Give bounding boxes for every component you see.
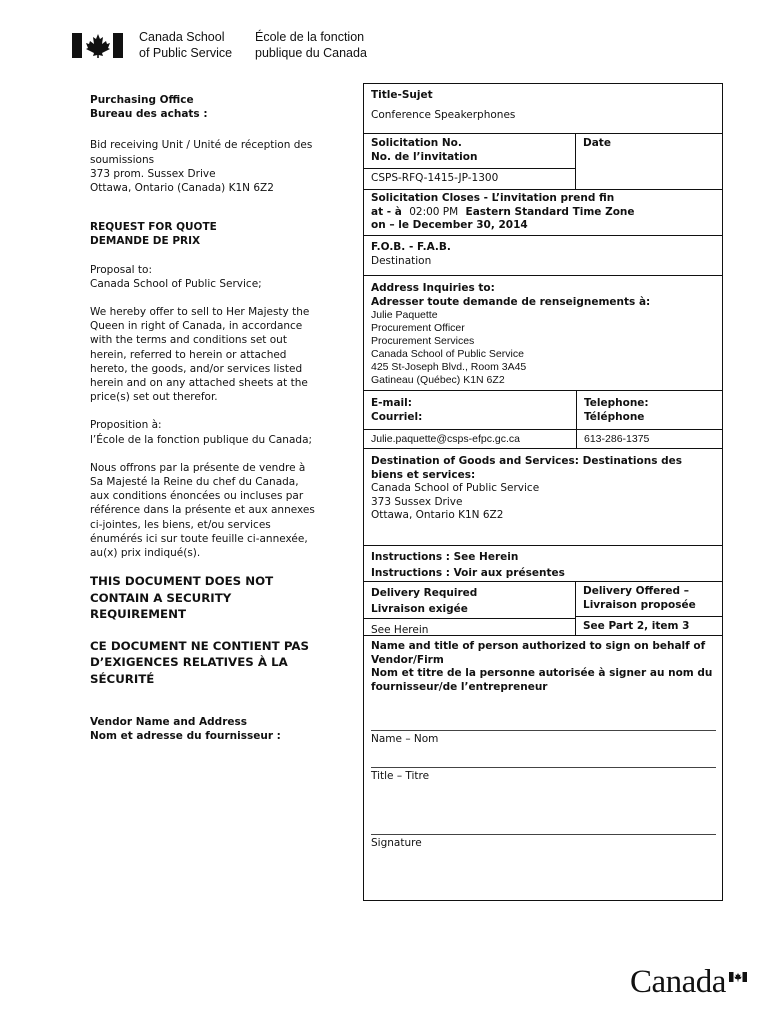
security-notice-en <box>90 573 350 623</box>
delivery-required-en: Delivery Required <box>371 587 478 599</box>
phone-label-fr: Téléphone <box>584 410 645 423</box>
department-name-fr <box>255 30 367 61</box>
inquiries-label-fr: Adresser toute demande de renseignements à: <box>371 295 651 308</box>
email-value[interactable]: Julie.paquette@csps-efpc.gc.ca <box>364 429 576 446</box>
purchasing-office-fr: Bureau des achats : <box>90 108 208 121</box>
email-label-fr: Courriel: <box>371 410 423 423</box>
destination-line: 373 Sussex Drive <box>371 495 463 508</box>
flag-bar-right <box>113 33 123 58</box>
instructions-en: Instructions : See Herein <box>371 551 519 563</box>
closes-at-label: at - à <box>371 205 402 218</box>
title-input-line[interactable] <box>371 767 716 768</box>
department-name-en <box>139 30 232 61</box>
offer-line: Sa Majesté la Reine du chef du Canada, <box>90 476 299 489</box>
security-line: D’EXIGENCES RELATIVES À LA <box>90 655 288 670</box>
instructions-fr: Instructions : Voir aux présentes <box>371 567 565 579</box>
bid-receiving-address <box>90 138 350 195</box>
destination-label: Destination of Goods and Services: Destinations des biens et services: <box>371 455 682 481</box>
offer-text-fr <box>90 461 350 560</box>
solicitation-value: CSPS-RFQ-1415-JP-1300 <box>364 168 575 186</box>
purchasing-office-en: Purchasing Office <box>90 94 194 106</box>
offer-line: herein and on any attached sheets at the <box>90 377 308 390</box>
phone-value: 613-286-1375 <box>577 429 722 446</box>
solicitation-cell <box>364 134 576 189</box>
closes-date: on – le December 30, 2014 <box>371 219 528 232</box>
proposal-to-fr: Proposition à: <box>90 419 162 432</box>
authorized-heading-fr: Nom et titre de la personne autorisée à signer au nom du fournisseur/de l’entrepreneur <box>371 667 713 693</box>
inquiries-contact <box>371 309 715 387</box>
security-line: CONTAIN A SECURITY <box>90 590 232 605</box>
address-line: Bid receiving Unit / Unité de réception des <box>90 139 313 152</box>
inquiries-cell <box>364 276 722 391</box>
offer-line: with the terms and conditions set out <box>90 334 287 347</box>
destination-line: Canada School of Public Service <box>371 482 540 495</box>
closes-line1: Solicitation Closes - L’invitation prend fin <box>371 192 615 204</box>
maple-leaf-icon <box>85 33 111 58</box>
delivery-required-value: See Herein <box>364 618 575 638</box>
offer-line: énumérés ici sur toute feuille ci-annexée, <box>90 532 308 545</box>
contact-line: Gatineau (Québec) K1N 6Z2 <box>371 374 505 387</box>
delivery-offered-fr: Livraison proposée <box>583 598 696 611</box>
offer-line: référence dans la présente et aux annexes <box>90 504 315 517</box>
phone-cell <box>577 391 722 448</box>
delivery-required-fr: Livraison exigée <box>371 603 468 615</box>
address-line: soumissions <box>90 153 155 166</box>
date-label: Date <box>583 137 611 149</box>
offer-line: herein, referred to herein or attached <box>90 348 287 361</box>
proposal-to-en-recipient: Canada School of Public Service; <box>90 277 262 290</box>
address-line: Ottawa, Ontario (Canada) K1N 6Z2 <box>90 182 274 195</box>
delivery-offered-en: Delivery Offered – <box>583 585 689 597</box>
authorized-signer-cell <box>364 636 722 900</box>
title-label: Title-Sujet <box>371 89 433 101</box>
rfq-heading-en: REQUEST FOR QUOTE <box>90 221 217 234</box>
canada-wordmark: Canada <box>630 964 726 1000</box>
title-value: Conference Speakerphones <box>371 108 516 121</box>
proposal-to-fr-recipient: l’École de la fonction publique du Canada; <box>90 433 313 446</box>
security-notice-fr <box>90 638 350 688</box>
delivery-row <box>364 582 722 636</box>
contact-line: Procurement Officer <box>371 322 465 335</box>
offer-line: We hereby offer to sell to Her Majesty the <box>90 306 310 319</box>
closes-zone: Eastern Standard Time Zone <box>465 205 635 218</box>
fob-value: Destination <box>371 254 432 267</box>
title-cell <box>364 84 722 134</box>
offer-line: hereto, the goods, and/or services listed <box>90 362 303 375</box>
instructions-cell <box>364 546 722 582</box>
name-input-line[interactable] <box>371 730 716 731</box>
security-line: SÉCURITÉ <box>90 671 155 686</box>
delivery-required-cell <box>364 582 576 635</box>
closing-cell <box>364 190 722 236</box>
offer-line: ci-jointes, les biens, et/ou services <box>90 518 271 531</box>
contact-line: Julie Paquette <box>371 309 438 322</box>
solicitation-label-en: Solicitation No. <box>371 137 462 149</box>
vendor-heading-fr: Nom et adresse du fournisseur : <box>90 730 281 743</box>
contact-row <box>364 391 722 449</box>
delivery-offered-value: See Part 2, item 3 <box>576 616 722 634</box>
email-cell <box>364 391 577 448</box>
dept-en-line1: Canada School <box>139 30 225 44</box>
signature-input-line[interactable] <box>371 834 716 835</box>
proposal-to-en: Proposal to: <box>90 263 152 276</box>
inquiries-label-en: Address Inquiries to: <box>371 282 495 294</box>
offer-line: aux conditions énoncées ou incluses par <box>90 490 304 503</box>
security-line: REQUIREMENT <box>90 607 186 622</box>
fob-cell <box>364 236 722 276</box>
rfq-heading-fr: DEMANDE DE PRIX <box>90 235 201 248</box>
signature-label: Signature <box>371 836 422 849</box>
contact-line: Procurement Services <box>371 335 475 348</box>
address-line: 373 prom. Sussex Drive <box>90 167 216 180</box>
offer-line: Queen in right of Canada, in accordance <box>90 320 303 333</box>
name-label: Name – Nom <box>371 733 439 746</box>
authorized-heading-en: Name and title of person authorized to sign on behalf of Vendor/Firm <box>371 640 706 666</box>
rfq-form-box <box>363 83 723 901</box>
security-line: THIS DOCUMENT DOES NOT <box>90 574 274 589</box>
security-line: CE DOCUMENT NE CONTIENT PAS <box>90 638 310 653</box>
date-cell <box>576 134 722 189</box>
dept-fr-line2: publique du Canada <box>255 45 367 60</box>
flag-bar-left <box>72 33 82 58</box>
contact-line: 425 St-Joseph Blvd., Room 3A45 <box>371 361 527 374</box>
contact-line: Canada School of Public Service <box>371 348 524 361</box>
fob-label: F.O.B. - F.A.B. <box>371 241 451 253</box>
dept-fr-line1: École de la fonction <box>255 30 365 44</box>
offer-text-en <box>90 305 350 404</box>
phone-label-en: Telephone: <box>584 397 649 409</box>
email-label-en: E-mail: <box>371 397 412 409</box>
delivery-offered-cell <box>576 582 722 635</box>
vendor-heading-en: Vendor Name and Address <box>90 716 247 729</box>
destination-cell <box>364 449 722 546</box>
offer-line: au(x) prix indiqué(s). <box>90 547 201 560</box>
offer-line: Nous offrons par la présente de vendre à <box>90 461 306 474</box>
offer-line: price(s) set out therefor. <box>90 391 218 404</box>
title-field-label: Title – Titre <box>371 769 430 782</box>
dept-en-line2: of Public Service <box>139 45 233 60</box>
solicitation-row <box>364 134 722 190</box>
canada-flag-icon <box>729 972 747 982</box>
left-column <box>90 93 350 744</box>
destination-line: Ottawa, Ontario K1N 6Z2 <box>371 509 504 522</box>
solicitation-label-fr: No. de l’invitation <box>371 150 478 163</box>
closes-time: 02:00 PM <box>409 205 459 218</box>
